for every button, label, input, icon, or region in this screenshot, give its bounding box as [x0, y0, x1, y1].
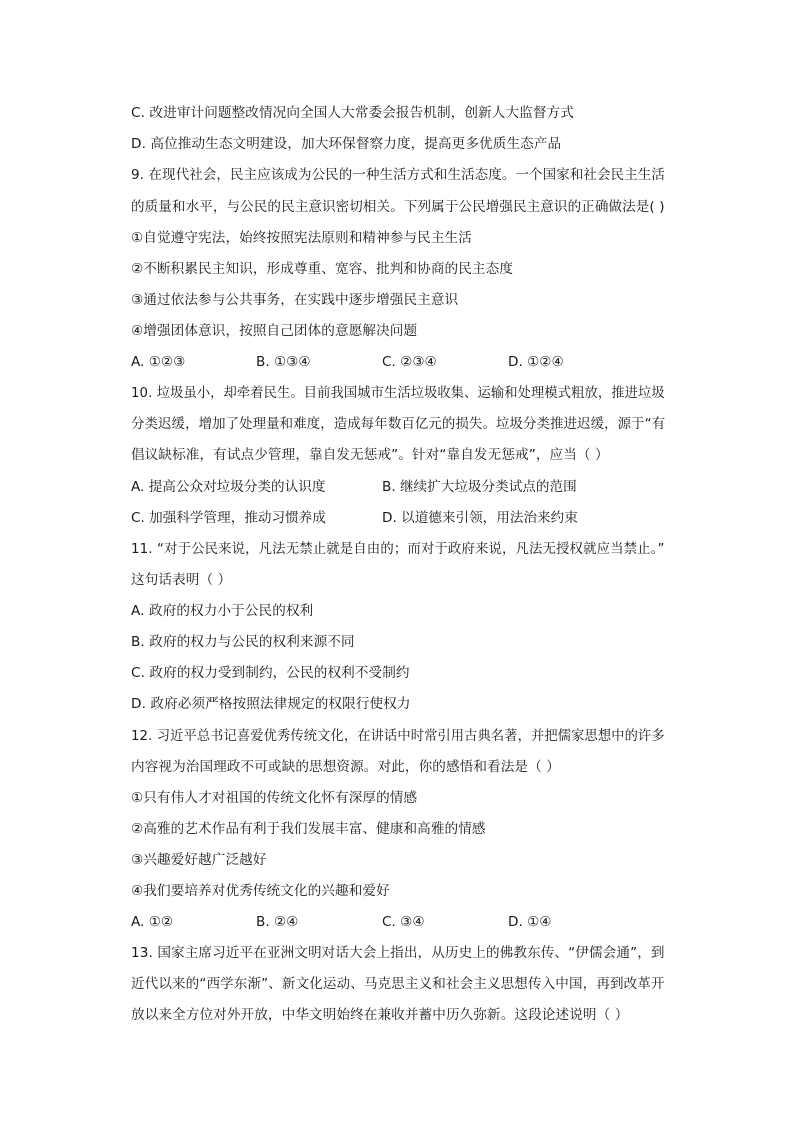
q10-option-c: C. 加强科学管理，推动习惯养成 [131, 510, 326, 526]
q10-option-b: B. 继续扩大垃圾分类试点的范围 [382, 479, 577, 495]
q12-stem-line-2: 内容视为治国理政不可或缺的思想资源。对此，你的感悟和看法是（ ） [131, 759, 560, 775]
q13-stem-line-1: 13. 国家主席习近平在亚洲文明对话大会上指出，从历史上的佛教东传、“伊儒会通”，到 [131, 945, 665, 961]
q11-option-a: A. 政府的权力小于公民的权利 [131, 603, 314, 619]
q9-stem-line-1: 9. 在现代社会，民主应该成为公民的一种生活方式和生活态度。一个国家和社会民主生活 [131, 167, 665, 183]
q10-stem-line-3: 倡议缺标准，有试点少管理，靠自发无惩戒”。针对“靠自发无惩戒”，应当（ ） [131, 447, 609, 463]
q9-stem-line-2: 的质量和水平，与公民的民主意识密切相关。下列属于公民增强民主意识的正确做法是( ) [131, 199, 665, 215]
q9-option-b: B. ①③④ [256, 354, 311, 370]
q11-option-d: D. 政府必须严格按照法律规定的权限行使权力 [131, 696, 411, 712]
q9-option-d: D. ①②④ [508, 354, 564, 370]
q12-option-c: C. ③④ [382, 914, 425, 930]
q12-item-3: ③兴趣爱好越广泛越好 [131, 852, 267, 868]
q12-option-d: D. ①④ [508, 914, 552, 930]
q11-stem-line-2: 这句话表明（ ） [131, 572, 232, 588]
q11-option-b: B. 政府的权力与公民的权利来源不同 [131, 634, 355, 650]
q12-item-1: ①只有伟人才对祖国的传统文化怀有深厚的情感 [131, 790, 418, 806]
q9-item-2: ②不断积累民主知识，形成尊重、宽容、批判和协商的民主态度 [131, 261, 514, 277]
q13-stem-line-3: 放以来全方位对外开放，中华文明始终在兼收并蓄中历久弥新。这段论述说明（ ） [131, 1007, 629, 1023]
q13-stem-line-2: 近代以来的“西学东渐”、新文化运动、马克思主义和社会主义思想传入中国，再到改革开 [131, 976, 665, 992]
q10-stem-line-2: 分类迟缓，增加了处理量和难度，造成每年数百亿元的损失。垃圾分类推进迟缓，源于“有 [131, 416, 666, 432]
q8-option-d: D. 高位推动生态文明建设，加大环保督察力度，提高更多优质生态产品 [131, 136, 562, 152]
q12-item-2: ②高雅的艺术作品有利于我们发展丰富、健康和高雅的情感 [131, 821, 486, 837]
q10-stem-line-1: 10. 垃圾虽小，却牵着民生。目前我国城市生活垃圾收集、运输和处理模式粗放，推进垃圾 [131, 385, 665, 401]
q12-stem-line-1: 12. 习近平总书记喜爱优秀传统文化，在讲话中时常引用古典名著，并把儒家思想中的许多 [131, 728, 665, 744]
q10-option-a: A. 提高公众对垃圾分类的认识度 [131, 479, 326, 495]
q9-item-4: ④增强团体意识，按照自己团体的意愿解决问题 [131, 323, 418, 339]
q11-option-c: C. 政府的权力受到制约，公民的权利不受制约 [131, 665, 410, 681]
q12-option-a: A. ①② [131, 914, 174, 930]
q8-option-c: C. 改进审计问题整改情况向全国人大常委会报告机制，创新人大监督方式 [131, 105, 574, 121]
q9-item-3: ③通过依法参与公共事务，在实践中逐步增强民主意识 [131, 292, 459, 308]
q9-item-1: ①自觉遵守宪法，始终按照宪法原则和精神参与民主生活 [131, 230, 472, 246]
q10-option-d: D. 以道德来引领，用法治来约束 [382, 510, 578, 526]
q11-stem-line-1: 11. “对于公民来说，凡法无禁止就是自由的；而对于政府来说，凡法无授权就应当禁止。” [131, 541, 665, 557]
q9-option-c: C. ②③④ [382, 354, 437, 370]
q12-option-b: B. ②④ [256, 914, 299, 930]
q9-option-a: A. ①②③ [131, 354, 186, 370]
q12-item-4: ④我们要培养对优秀传统文化的兴趣和爱好 [131, 883, 390, 899]
